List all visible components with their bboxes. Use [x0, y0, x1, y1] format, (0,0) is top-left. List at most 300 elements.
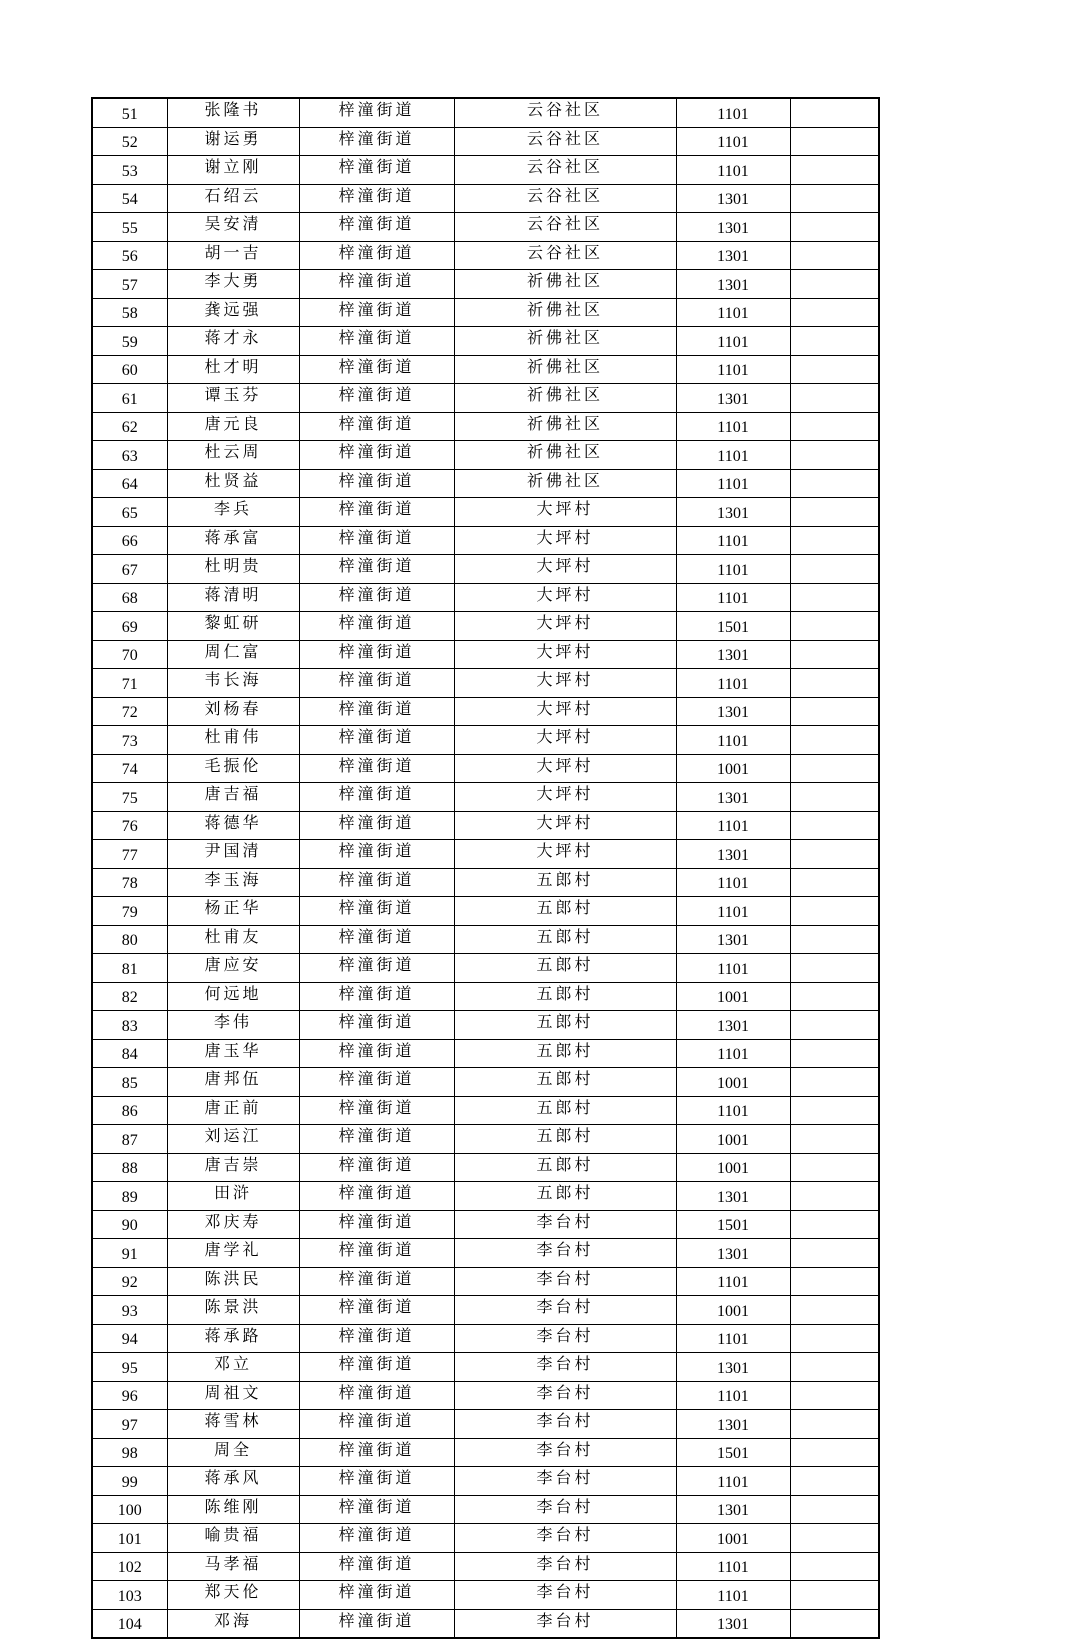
table-row: [92, 213, 879, 242]
street-name-cell: 梓潼街道: [299, 754, 454, 783]
remark-cell: [790, 355, 879, 384]
community-name-cell: 李台村: [454, 1353, 676, 1382]
community-name-cell: 五郎村: [454, 1125, 676, 1154]
person-name-cell: 杜甫伟: [167, 726, 299, 755]
table-row: [92, 1239, 879, 1268]
code-cell: 1101: [676, 669, 790, 698]
person-name-cell: 唐邦伍: [167, 1068, 299, 1097]
table-row: [92, 640, 879, 669]
person-name-cell: 唐玉华: [167, 1039, 299, 1068]
data-table: [91, 97, 880, 1639]
person-name-cell: 毛振伦: [167, 754, 299, 783]
street-name-cell: 梓潼街道: [299, 1296, 454, 1325]
row-number-cell: 91: [92, 1239, 167, 1268]
remark-cell: [790, 469, 879, 498]
community-name-cell: 五郎村: [454, 1011, 676, 1040]
row-number-cell: 81: [92, 954, 167, 983]
table-row: [92, 1381, 879, 1410]
row-number-cell: 96: [92, 1381, 167, 1410]
code-cell: 1101: [676, 1381, 790, 1410]
street-name-cell: 梓潼街道: [299, 897, 454, 926]
community-name-cell: 祈佛社区: [454, 355, 676, 384]
row-number-cell: 57: [92, 270, 167, 299]
table-row: [92, 1581, 879, 1610]
table-row: [92, 498, 879, 527]
row-number-cell: 88: [92, 1153, 167, 1182]
person-name-cell: 谢立刚: [167, 156, 299, 185]
table-row: [92, 441, 879, 470]
person-name-cell: 田浒: [167, 1182, 299, 1211]
remark-cell: [790, 1068, 879, 1097]
table-row: [92, 612, 879, 641]
community-name-cell: 大坪村: [454, 555, 676, 584]
community-name-cell: 祈佛社区: [454, 327, 676, 356]
person-name-cell: 陈洪民: [167, 1267, 299, 1296]
community-name-cell: 云谷社区: [454, 184, 676, 213]
table-row: [92, 555, 879, 584]
street-name-cell: 梓潼街道: [299, 697, 454, 726]
remark-cell: [790, 298, 879, 327]
remark-cell: [790, 1239, 879, 1268]
person-name-cell: 唐吉崇: [167, 1153, 299, 1182]
community-name-cell: 大坪村: [454, 754, 676, 783]
remark-cell: [790, 555, 879, 584]
code-cell: 1301: [676, 783, 790, 812]
person-name-cell: 杜云周: [167, 441, 299, 470]
code-cell: 1501: [676, 1438, 790, 1467]
row-number-cell: 66: [92, 526, 167, 555]
remark-cell: [790, 1153, 879, 1182]
street-name-cell: 梓潼街道: [299, 1125, 454, 1154]
code-cell: 1101: [676, 298, 790, 327]
person-name-cell: 李伟: [167, 1011, 299, 1040]
row-number-cell: 63: [92, 441, 167, 470]
table-row: [92, 526, 879, 555]
street-name-cell: 梓潼街道: [299, 1239, 454, 1268]
community-name-cell: 五郎村: [454, 868, 676, 897]
row-number-cell: 70: [92, 640, 167, 669]
street-name-cell: 梓潼街道: [299, 868, 454, 897]
code-cell: 1101: [676, 954, 790, 983]
community-name-cell: 云谷社区: [454, 241, 676, 270]
code-cell: 1501: [676, 612, 790, 641]
code-cell: 1301: [676, 184, 790, 213]
code-cell: 1101: [676, 811, 790, 840]
street-name-cell: 梓潼街道: [299, 555, 454, 584]
remark-cell: [790, 669, 879, 698]
person-name-cell: 唐正前: [167, 1096, 299, 1125]
table-row: [92, 412, 879, 441]
remark-cell: [790, 1267, 879, 1296]
remark-cell: [790, 1609, 879, 1638]
person-name-cell: 邓立: [167, 1353, 299, 1382]
remark-cell: [790, 1524, 879, 1553]
table-row: [92, 1011, 879, 1040]
code-cell: 1001: [676, 1153, 790, 1182]
person-name-cell: 韦长海: [167, 669, 299, 698]
person-name-cell: 胡一吉: [167, 241, 299, 270]
remark-cell: [790, 1182, 879, 1211]
remark-cell: [790, 1039, 879, 1068]
code-cell: 1101: [676, 156, 790, 185]
person-name-cell: 唐吉福: [167, 783, 299, 812]
community-name-cell: 五郎村: [454, 1182, 676, 1211]
row-number-cell: 86: [92, 1096, 167, 1125]
table-row: [92, 1353, 879, 1382]
person-name-cell: 蒋清明: [167, 583, 299, 612]
table-row: [92, 783, 879, 812]
remark-cell: [790, 583, 879, 612]
remark-cell: [790, 954, 879, 983]
row-number-cell: 85: [92, 1068, 167, 1097]
table-row: [92, 127, 879, 156]
remark-cell: [790, 412, 879, 441]
code-cell: 1301: [676, 384, 790, 413]
community-name-cell: 李台村: [454, 1381, 676, 1410]
table-row: [92, 384, 879, 413]
street-name-cell: 梓潼街道: [299, 954, 454, 983]
person-name-cell: 杜明贵: [167, 555, 299, 584]
person-name-cell: 周祖文: [167, 1381, 299, 1410]
row-number-cell: 62: [92, 412, 167, 441]
person-name-cell: 杜才明: [167, 355, 299, 384]
community-name-cell: 云谷社区: [454, 213, 676, 242]
remark-cell: [790, 98, 879, 127]
remark-cell: [790, 1324, 879, 1353]
table-row: [92, 1495, 879, 1524]
code-cell: 1101: [676, 897, 790, 926]
person-name-cell: 李兵: [167, 498, 299, 527]
table-row: [92, 1125, 879, 1154]
street-name-cell: 梓潼街道: [299, 270, 454, 299]
code-cell: 1001: [676, 1296, 790, 1325]
remark-cell: [790, 327, 879, 356]
table-row: [92, 726, 879, 755]
street-name-cell: 梓潼街道: [299, 1410, 454, 1439]
code-cell: 1101: [676, 327, 790, 356]
row-number-cell: 90: [92, 1210, 167, 1239]
street-name-cell: 梓潼街道: [299, 925, 454, 954]
person-name-cell: 陈景洪: [167, 1296, 299, 1325]
row-number-cell: 73: [92, 726, 167, 755]
person-name-cell: 李大勇: [167, 270, 299, 299]
code-cell: 1101: [676, 98, 790, 127]
table-row: [92, 982, 879, 1011]
street-name-cell: 梓潼街道: [299, 1011, 454, 1040]
street-name-cell: 梓潼街道: [299, 184, 454, 213]
street-name-cell: 梓潼街道: [299, 441, 454, 470]
street-name-cell: 梓潼街道: [299, 1096, 454, 1125]
community-name-cell: 李台村: [454, 1267, 676, 1296]
code-cell: 1101: [676, 555, 790, 584]
community-name-cell: 大坪村: [454, 783, 676, 812]
community-name-cell: 五郎村: [454, 897, 676, 926]
community-name-cell: 李台村: [454, 1552, 676, 1581]
code-cell: 1301: [676, 1495, 790, 1524]
community-name-cell: 大坪村: [454, 498, 676, 527]
code-cell: 1001: [676, 982, 790, 1011]
remark-cell: [790, 1353, 879, 1382]
community-name-cell: 五郎村: [454, 1068, 676, 1097]
community-name-cell: 大坪村: [454, 726, 676, 755]
person-name-cell: 张隆书: [167, 98, 299, 127]
table-row: [92, 98, 879, 127]
remark-cell: [790, 726, 879, 755]
community-name-cell: 祈佛社区: [454, 298, 676, 327]
community-name-cell: 大坪村: [454, 669, 676, 698]
row-number-cell: 69: [92, 612, 167, 641]
remark-cell: [790, 270, 879, 299]
community-name-cell: 云谷社区: [454, 127, 676, 156]
code-cell: 1301: [676, 1609, 790, 1638]
code-cell: 1001: [676, 1068, 790, 1097]
row-number-cell: 100: [92, 1495, 167, 1524]
remark-cell: [790, 184, 879, 213]
table-row: [92, 1524, 879, 1553]
table-row: [92, 1182, 879, 1211]
table-row: [92, 1096, 879, 1125]
row-number-cell: 76: [92, 811, 167, 840]
remark-cell: [790, 1011, 879, 1040]
row-number-cell: 59: [92, 327, 167, 356]
code-cell: 1301: [676, 498, 790, 527]
code-cell: 1101: [676, 1467, 790, 1496]
remark-cell: [790, 241, 879, 270]
community-name-cell: 祈佛社区: [454, 441, 676, 470]
code-cell: 1501: [676, 1210, 790, 1239]
remark-cell: [790, 640, 879, 669]
row-number-cell: 89: [92, 1182, 167, 1211]
person-name-cell: 唐应安: [167, 954, 299, 983]
row-number-cell: 92: [92, 1267, 167, 1296]
community-name-cell: 祈佛社区: [454, 469, 676, 498]
remark-cell: [790, 1381, 879, 1410]
community-name-cell: 李台村: [454, 1467, 676, 1496]
row-number-cell: 55: [92, 213, 167, 242]
street-name-cell: 梓潼街道: [299, 1182, 454, 1211]
street-name-cell: 梓潼街道: [299, 1324, 454, 1353]
community-name-cell: 云谷社区: [454, 156, 676, 185]
remark-cell: [790, 925, 879, 954]
row-number-cell: 71: [92, 669, 167, 698]
person-name-cell: 周全: [167, 1438, 299, 1467]
community-name-cell: 五郎村: [454, 982, 676, 1011]
community-name-cell: 李台村: [454, 1324, 676, 1353]
code-cell: 1301: [676, 1410, 790, 1439]
remark-cell: [790, 783, 879, 812]
remark-cell: [790, 1125, 879, 1154]
street-name-cell: 梓潼街道: [299, 1495, 454, 1524]
code-cell: 1001: [676, 1125, 790, 1154]
street-name-cell: 梓潼街道: [299, 1581, 454, 1610]
table-row: [92, 925, 879, 954]
code-cell: 1001: [676, 1524, 790, 1553]
person-name-cell: 李玉海: [167, 868, 299, 897]
remark-cell: [790, 384, 879, 413]
street-name-cell: 梓潼街道: [299, 1609, 454, 1638]
table-row: [92, 754, 879, 783]
person-name-cell: 刘运江: [167, 1125, 299, 1154]
table-row: [92, 298, 879, 327]
table-row: [92, 697, 879, 726]
street-name-cell: 梓潼街道: [299, 612, 454, 641]
table-row: [92, 1153, 879, 1182]
street-name-cell: 梓潼街道: [299, 1381, 454, 1410]
street-name-cell: 梓潼街道: [299, 355, 454, 384]
community-name-cell: 李台村: [454, 1239, 676, 1268]
person-name-cell: 邓海: [167, 1609, 299, 1638]
community-name-cell: 祈佛社区: [454, 270, 676, 299]
street-name-cell: 梓潼街道: [299, 640, 454, 669]
table-row: [92, 355, 879, 384]
row-number-cell: 74: [92, 754, 167, 783]
table-body: [92, 98, 879, 1638]
remark-cell: [790, 526, 879, 555]
person-name-cell: 陈维刚: [167, 1495, 299, 1524]
remark-cell: [790, 1495, 879, 1524]
person-name-cell: 谢运勇: [167, 127, 299, 156]
table-row: [92, 469, 879, 498]
community-name-cell: 李台村: [454, 1609, 676, 1638]
street-name-cell: 梓潼街道: [299, 982, 454, 1011]
table-row: [92, 868, 879, 897]
person-name-cell: 唐学礼: [167, 1239, 299, 1268]
community-name-cell: 五郎村: [454, 1153, 676, 1182]
table-row: [92, 1068, 879, 1097]
table-row: [92, 583, 879, 612]
code-cell: 1301: [676, 1011, 790, 1040]
community-name-cell: 五郎村: [454, 954, 676, 983]
row-number-cell: 95: [92, 1353, 167, 1382]
row-number-cell: 103: [92, 1581, 167, 1610]
table-row: [92, 1296, 879, 1325]
code-cell: 1301: [676, 241, 790, 270]
row-number-cell: 56: [92, 241, 167, 270]
remark-cell: [790, 127, 879, 156]
street-name-cell: 梓潼街道: [299, 1039, 454, 1068]
street-name-cell: 梓潼街道: [299, 1353, 454, 1382]
code-cell: 1101: [676, 1039, 790, 1068]
row-number-cell: 53: [92, 156, 167, 185]
community-name-cell: 李台村: [454, 1524, 676, 1553]
person-name-cell: 蒋承风: [167, 1467, 299, 1496]
row-number-cell: 64: [92, 469, 167, 498]
remark-cell: [790, 1438, 879, 1467]
row-number-cell: 75: [92, 783, 167, 812]
code-cell: 1101: [676, 469, 790, 498]
code-cell: 1101: [676, 355, 790, 384]
row-number-cell: 78: [92, 868, 167, 897]
code-cell: 1301: [676, 213, 790, 242]
row-number-cell: 80: [92, 925, 167, 954]
remark-cell: [790, 156, 879, 185]
table-row: [92, 811, 879, 840]
remark-cell: [790, 441, 879, 470]
row-number-cell: 60: [92, 355, 167, 384]
remark-cell: [790, 811, 879, 840]
community-name-cell: 李台村: [454, 1296, 676, 1325]
row-number-cell: 98: [92, 1438, 167, 1467]
code-cell: 1301: [676, 697, 790, 726]
person-name-cell: 蒋雪林: [167, 1410, 299, 1439]
code-cell: 1101: [676, 726, 790, 755]
remark-cell: [790, 982, 879, 1011]
code-cell: 1101: [676, 1324, 790, 1353]
street-name-cell: 梓潼街道: [299, 469, 454, 498]
row-number-cell: 51: [92, 98, 167, 127]
row-number-cell: 94: [92, 1324, 167, 1353]
community-name-cell: 大坪村: [454, 612, 676, 641]
remark-cell: [790, 1581, 879, 1610]
code-cell: 1101: [676, 526, 790, 555]
code-cell: 1301: [676, 925, 790, 954]
community-name-cell: 大坪村: [454, 526, 676, 555]
street-name-cell: 梓潼街道: [299, 412, 454, 441]
row-number-cell: 102: [92, 1552, 167, 1581]
street-name-cell: 梓潼街道: [299, 127, 454, 156]
row-number-cell: 68: [92, 583, 167, 612]
table-row: [92, 669, 879, 698]
street-name-cell: 梓潼街道: [299, 1267, 454, 1296]
code-cell: 1101: [676, 868, 790, 897]
community-name-cell: 大坪村: [454, 697, 676, 726]
street-name-cell: 梓潼街道: [299, 583, 454, 612]
community-name-cell: 李台村: [454, 1210, 676, 1239]
person-name-cell: 蒋德华: [167, 811, 299, 840]
street-name-cell: 梓潼街道: [299, 498, 454, 527]
row-number-cell: 77: [92, 840, 167, 869]
remark-cell: [790, 1296, 879, 1325]
table-row: [92, 840, 879, 869]
row-number-cell: 84: [92, 1039, 167, 1068]
street-name-cell: 梓潼街道: [299, 241, 454, 270]
community-name-cell: 李台村: [454, 1581, 676, 1610]
code-cell: 1301: [676, 640, 790, 669]
remark-cell: [790, 754, 879, 783]
code-cell: 1101: [676, 1581, 790, 1610]
person-name-cell: 邓庆寿: [167, 1210, 299, 1239]
person-name-cell: 蒋承富: [167, 526, 299, 555]
table-row: [92, 1609, 879, 1638]
remark-cell: [790, 213, 879, 242]
person-name-cell: 马孝福: [167, 1552, 299, 1581]
remark-cell: [790, 840, 879, 869]
remark-cell: [790, 897, 879, 926]
row-number-cell: 52: [92, 127, 167, 156]
remark-cell: [790, 1096, 879, 1125]
table-row: [92, 1039, 879, 1068]
code-cell: 1101: [676, 441, 790, 470]
code-cell: 1101: [676, 1552, 790, 1581]
community-name-cell: 大坪村: [454, 840, 676, 869]
person-name-cell: 喻贵福: [167, 1524, 299, 1553]
community-name-cell: 五郎村: [454, 1039, 676, 1068]
street-name-cell: 梓潼街道: [299, 1524, 454, 1553]
code-cell: 1301: [676, 1182, 790, 1211]
table-row: [92, 897, 879, 926]
person-name-cell: 杜贤益: [167, 469, 299, 498]
code-cell: 1301: [676, 270, 790, 299]
code-cell: 1101: [676, 1267, 790, 1296]
row-number-cell: 67: [92, 555, 167, 584]
street-name-cell: 梓潼街道: [299, 1438, 454, 1467]
community-name-cell: 大坪村: [454, 583, 676, 612]
street-name-cell: 梓潼街道: [299, 156, 454, 185]
table-row: [92, 1324, 879, 1353]
street-name-cell: 梓潼街道: [299, 726, 454, 755]
row-number-cell: 101: [92, 1524, 167, 1553]
street-name-cell: 梓潼街道: [299, 783, 454, 812]
